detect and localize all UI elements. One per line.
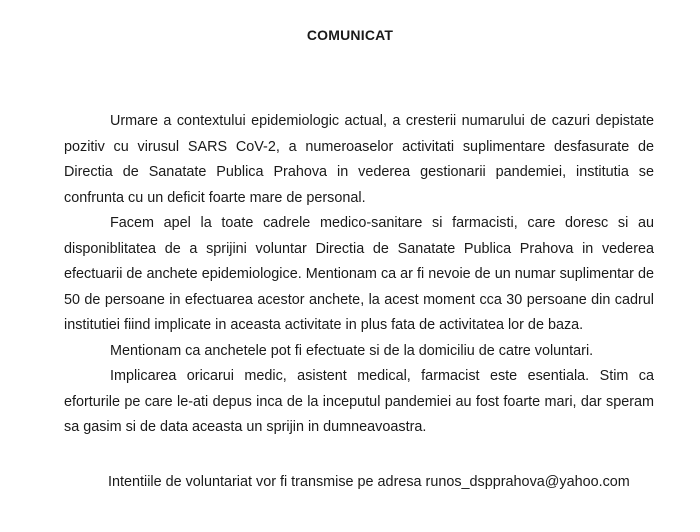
paragraph-remote-work: Mentionam ca anchetele pot fi efectuate si de la domiciliu de catre voluntari. [110, 342, 594, 359]
document-title: COMUNICAT [306, 27, 394, 43]
paragraph-appeal: Facem apel la toate cadrele medico-sanitare si farmacisti, care doresc si au disponiblitatea de a sprijini voluntar Directia de Sanatate Publica Prahova in vederea efectuarii de anchete epidemiologice. Mentionam ca ar fi nevoie de un numar suplimentar de 50 de persoane in efectuarea acestor anchete, la acest moment cca 30 persoane din cadrul institutiei fiind implicate in aceasta activitate in plus fata de activitatea lor de baza. [64, 215, 654, 333]
paragraph-context: Urmare a contextului epidemiologic actual, a cresterii numarului de cazuri depistate pozitiv cu virusul SARS CoV-2, a numeroaselor activitati suplimentare desfasurate de Directia de Sanatate Publica Prahova in vederea gestionarii pandemiei, institutia se confrunta cu un deficit foarte mare de personal. [64, 113, 654, 206]
document-body [64, 109, 654, 441]
closing-contact-line: Intentiile de voluntariat vor fi transmise pe adresa runos_dspprahova@yahoo.com [108, 474, 630, 490]
paragraph-involvement: Implicarea oricarui medic, asistent medical, farmacist este esentiala. Stim ca eforturile pe care le-ati depus inca de la inceputul pandemiei au fost foarte mari, dar speram sa gasim si de data aceasta un sprijin in dumneavoastra. [64, 368, 654, 435]
